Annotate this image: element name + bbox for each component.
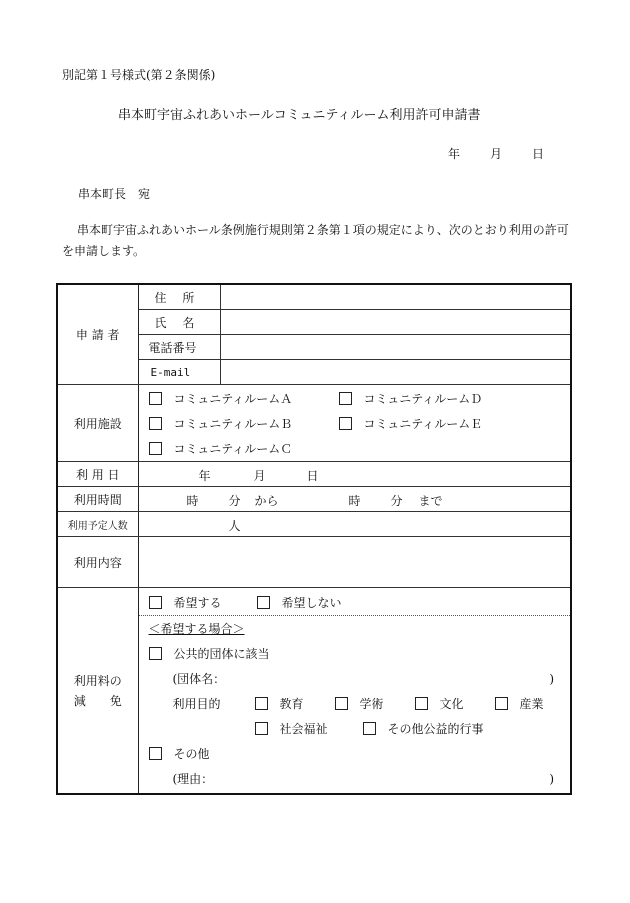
checkbox[interactable] bbox=[339, 392, 352, 405]
checkbox[interactable] bbox=[415, 697, 428, 710]
public-group-option[interactable]: 公共的団体に該当 bbox=[149, 645, 270, 662]
fee-exemption-label-line1: 利用料の bbox=[73, 673, 122, 688]
purpose-culture[interactable]: 文化 bbox=[415, 695, 495, 712]
purpose-education[interactable]: 教育 bbox=[255, 695, 335, 712]
if-wish-heading: ＜希望する場合＞ bbox=[148, 622, 245, 636]
attendees-row bbox=[57, 512, 571, 537]
email-field[interactable] bbox=[220, 360, 571, 385]
date-day: 日 bbox=[532, 147, 545, 161]
name-label: 氏 名 bbox=[138, 310, 220, 335]
use-date-year: 年 bbox=[198, 469, 211, 483]
purpose-social-welfare[interactable]: 社会福祉 bbox=[255, 720, 363, 737]
phone-label: 電話番号 bbox=[138, 335, 220, 360]
checkbox[interactable] bbox=[495, 697, 508, 710]
use-date-day: 日 bbox=[306, 469, 319, 483]
addressee: 串本町長 宛 bbox=[78, 187, 151, 201]
checkbox[interactable] bbox=[339, 417, 352, 430]
reason-label: (理由： bbox=[172, 772, 214, 786]
from-text: から bbox=[254, 494, 279, 508]
fee-exemption-label bbox=[57, 588, 138, 795]
facility-option-d[interactable]: コミュニティルームＤ bbox=[339, 390, 483, 407]
checkbox[interactable] bbox=[335, 697, 348, 710]
use-time-row bbox=[57, 487, 571, 512]
checkbox[interactable] bbox=[149, 442, 162, 455]
purpose-label: 利用目的 bbox=[172, 697, 221, 711]
phone-field[interactable] bbox=[220, 335, 571, 360]
purpose-industry[interactable]: 産業 bbox=[495, 695, 544, 712]
attendees-unit: 人 bbox=[228, 519, 241, 533]
checkbox[interactable] bbox=[149, 747, 162, 760]
to-text: まで bbox=[418, 494, 443, 508]
form-title: 串本町宇宙ふれあいホールコミュニティルーム利用許可申請書 bbox=[118, 108, 481, 123]
checkbox[interactable] bbox=[255, 722, 268, 735]
application-date bbox=[448, 145, 544, 162]
facility-option-e[interactable]: コミュニティルームＥ bbox=[339, 415, 483, 432]
fee-exemption-label-line2: 減 免 bbox=[73, 693, 122, 708]
fee-exemption-row bbox=[57, 588, 571, 795]
use-date-month: 月 bbox=[253, 469, 266, 483]
name-field[interactable] bbox=[220, 310, 571, 335]
group-name-label: (団体名： bbox=[172, 672, 226, 686]
use-date-row bbox=[57, 462, 571, 487]
facility-label: 利用施設 bbox=[57, 385, 138, 462]
use-content-label: 利用内容 bbox=[57, 537, 138, 588]
reason-close: ) bbox=[549, 771, 554, 786]
use-content-row bbox=[57, 537, 571, 588]
checkbox[interactable] bbox=[149, 392, 162, 405]
address-label: 住 所 bbox=[138, 284, 220, 310]
group-name-field[interactable] bbox=[139, 666, 571, 691]
date-month: 月 bbox=[490, 147, 503, 161]
address-field[interactable] bbox=[220, 284, 571, 310]
use-content-field[interactable] bbox=[138, 537, 571, 588]
wish-option[interactable]: 希望する bbox=[149, 594, 257, 611]
reason-field[interactable] bbox=[139, 766, 571, 791]
facility-option-a[interactable]: コミュニティルームＡ bbox=[149, 390, 339, 407]
checkbox[interactable] bbox=[149, 596, 162, 609]
group-name-close: ) bbox=[549, 671, 554, 686]
facility-row bbox=[57, 385, 571, 462]
use-time-label: 利用時間 bbox=[57, 487, 138, 512]
checkbox[interactable] bbox=[363, 722, 376, 735]
end-hour-unit: 時 bbox=[348, 494, 361, 508]
applicant-row-address bbox=[57, 284, 571, 310]
applicant-label: 申 請 者 bbox=[57, 284, 138, 385]
end-minute-unit: 分 bbox=[390, 494, 403, 508]
purpose-other-public[interactable]: その他公益的行事 bbox=[363, 720, 484, 737]
facility-option-c[interactable]: コミュニティルームＣ bbox=[149, 440, 293, 457]
no-wish-option[interactable]: 希望しない bbox=[257, 594, 342, 611]
use-date-field[interactable] bbox=[138, 462, 571, 487]
form-note: 別記第１号様式(第２条関係) bbox=[62, 68, 216, 82]
application-form-table bbox=[56, 283, 572, 795]
start-minute-unit: 分 bbox=[228, 494, 241, 508]
checkbox[interactable] bbox=[149, 417, 162, 430]
email-label: E-mail bbox=[138, 360, 220, 385]
attendees-field[interactable] bbox=[138, 512, 571, 537]
use-date-label: 利 用 日 bbox=[57, 462, 138, 487]
facility-option-b[interactable]: コミュニティルームＢ bbox=[149, 415, 339, 432]
checkbox[interactable] bbox=[257, 596, 270, 609]
purpose-academic[interactable]: 学術 bbox=[335, 695, 415, 712]
use-time-field[interactable] bbox=[138, 487, 571, 512]
checkbox[interactable] bbox=[149, 647, 162, 660]
start-hour-unit: 時 bbox=[186, 494, 199, 508]
other-option[interactable]: その他 bbox=[149, 745, 210, 762]
intro-text: 串本町宇宙ふれあいホール条例施行規則第２条第１項の規定により、次のとおり利用の許可を申請します。 bbox=[62, 223, 569, 258]
attendees-label: 利用予定人数 bbox=[57, 512, 138, 537]
date-year: 年 bbox=[448, 147, 461, 161]
checkbox[interactable] bbox=[255, 697, 268, 710]
